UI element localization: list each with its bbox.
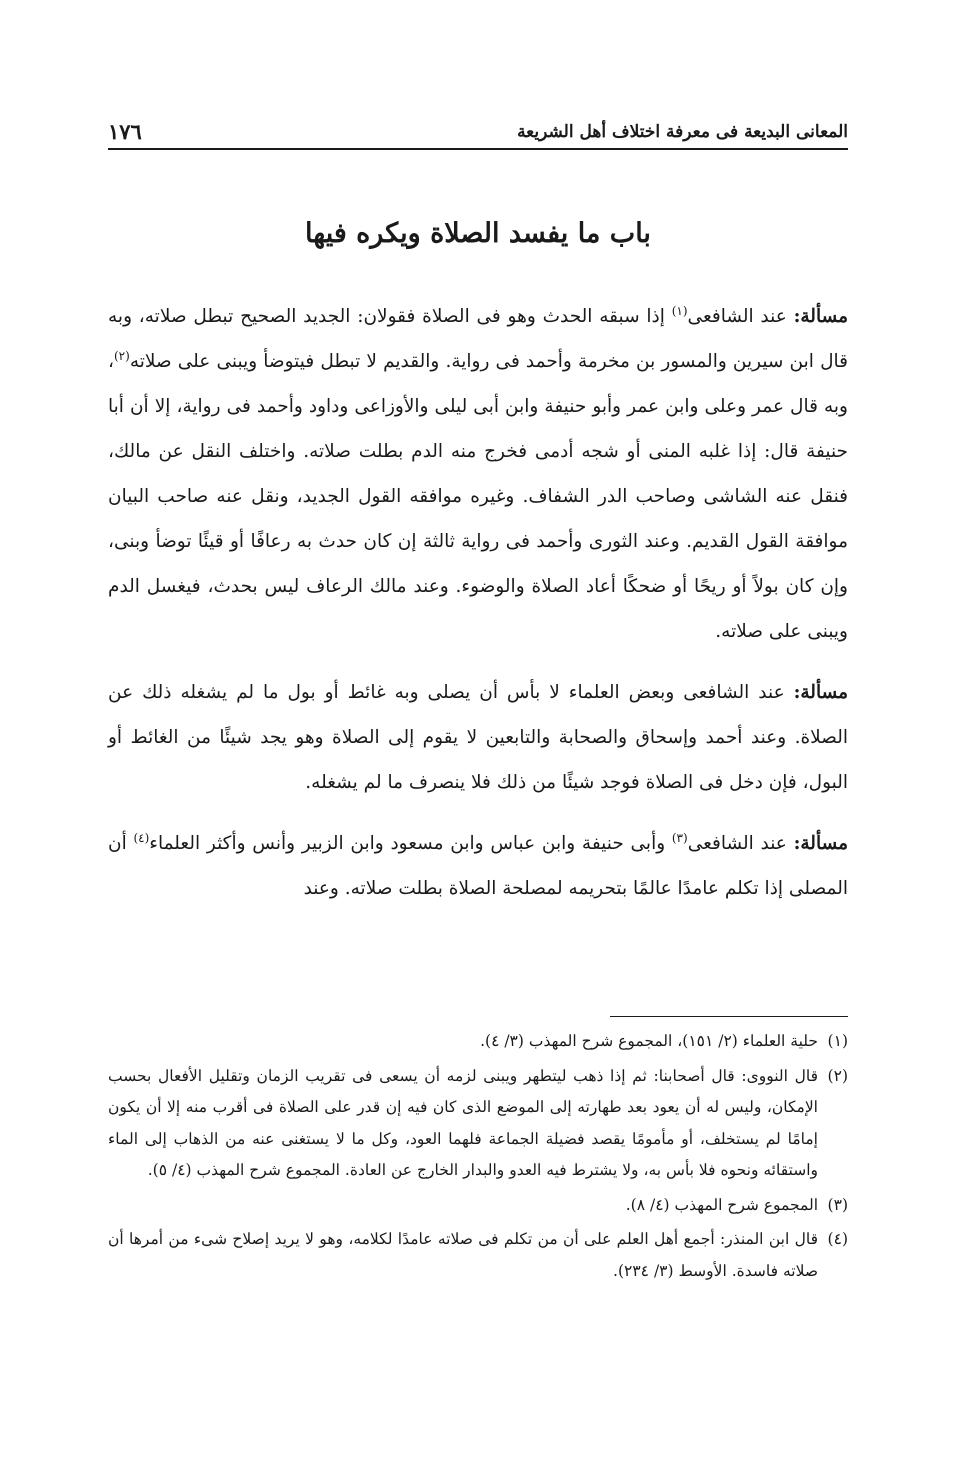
footnote-number: (٤) [827,1230,848,1248]
footnote-4 [108,1224,848,1287]
masala-text: عند الشافعى وبعض العلماء لا بأس أن يصلى وبه غائط أو بول ما لم يشغله ذلك عن الصلاة. وعند أحمد وإسحاق والصحابة والتابعين لا يقوم إلى الصلاة وهو يجد شيئًا من الغائط أو البول، فإن دخل فى الصلاة فوجد شيئًا من ذلك فلا ينصرف ما لم يشغله. [108,682,848,793]
masala-text: عند الشافعى [687,833,794,854]
footnote-ref-1: (١) [671,303,688,318]
masala-lead: مسألة: [793,682,848,703]
running-title: المعانى البديعة فى معرفة اختلاف أهل الشريعة [517,122,848,142]
masala-text: وأبى حنيفة وابن عباس وابن مسعود وابن الزبير وأنس وأكثر العلماء [149,833,672,854]
footnote-number: (١) [827,1032,848,1050]
body-text [108,294,848,927]
footnote-1 [108,1026,848,1058]
running-header [108,118,848,150]
footnote-divider [610,1016,848,1017]
footnote-3 [108,1190,848,1222]
masala-text: إذا سبقه الحدث وهو فى الصلاة فقولان: الجديد الصحيح تبطل صلاته، وبه قال ابن سيرين والمسور بن مخرمة وأحمد فى رواية. والقديم لا تبطل فيتوضأ ويبنى على صلاته [108,306,848,372]
masala-lead: مسألة: [793,306,848,327]
masala-text: عند الشافعى [687,306,794,327]
footnote-text: قال النووى: قال أصحابنا: ثم إذا ذهب ليتطهر ويبنى لزمه أن يسعى فى تقريب الزمان وتقليل الأفعال بحسب الإمكان، وليس له أن يعود بعد طهارته إلى الموضع الذى كان فيه إن قدر على الصلاة فى أقرب منه إلا أن يكون إمامًا لم يستخلف، أو مأمومًا يقصد فضيلة الجماعة فلهما العود، وكل ما لا يستغنى عنه من الذهاب إلى الماء واستقائه ونحوه فلا بأس به، ولا يشترط فيه العدو والبدار الخارج عن العادة. المجموع شرح المهذب (٤/ ٥). [108,1066,818,1179]
footnote-number: (٣) [827,1195,848,1214]
masala-paragraph-2 [108,670,848,805]
chapter-title: باب ما يفسد الصلاة ويكره فيها [305,218,651,249]
masala-text: ، وبه قال عمر وعلى وابن عمر وأبو حنيفة وابن أبى ليلى والأوزاعى وداود وأحمد فى رواية، إلا أن أبا حنيفة قال: إذا غلبه المنى أو شجه أدمى فخرج منه الدم بطلت صلاته. واختلف النقل عن مالك، فنقل عنه الشاشى وصاحب الدر الشفاف. وغيره موافقه القول الجديد، ونقل عنه صاحب البيان موافقة القول القديم. وعند الثورى وأحمد فى رواية ثالثة إن كان حدث به رعافًا أو قيئًا توضأ وبنى، وإن كان بولاً أو ريحًا أو ضحكًا أعاد الصلاة والوضوء. وعند مالك الرعاف ليس بحدث، فيغسل الدم ويبنى على صلاته. [108,351,848,642]
footnote-ref-3: (٣) [671,830,688,845]
footnote-ref-4: (٤) [133,830,150,845]
footnote-2 [108,1061,848,1187]
page-number: ١٧٦ [108,119,142,144]
masala-lead: مسألة: [793,833,848,854]
footnote-ref-2: (٢) [113,348,130,363]
footnote-number: (٢) [827,1066,848,1085]
footnote-text: المجموع شرح المهذب (٤/ ٨). [625,1195,818,1214]
footnote-text: حلية العلماء (٢/ ١٥١)، المجموع شرح المهذب (٣/ ٤). [480,1032,818,1050]
masala-text: أن المصلى إذا تكلم عامدًا عالمًا بتحريمه لمصلحة الصلاة بطلت صلاته. وعند [108,833,848,899]
masala-paragraph-3 [108,821,848,911]
footnote-text: قال ابن المنذر: أجمع أهل العلم على أن من تكلم فى صلاته عامدًا لكلامه، وهو لا يريد إصلاح شىء من أمرها أن صلاته فاسدة. الأوسط (٣/ ٢٣٤). [108,1230,818,1280]
masala-paragraph-1 [108,294,848,654]
footnotes [108,1026,848,1290]
